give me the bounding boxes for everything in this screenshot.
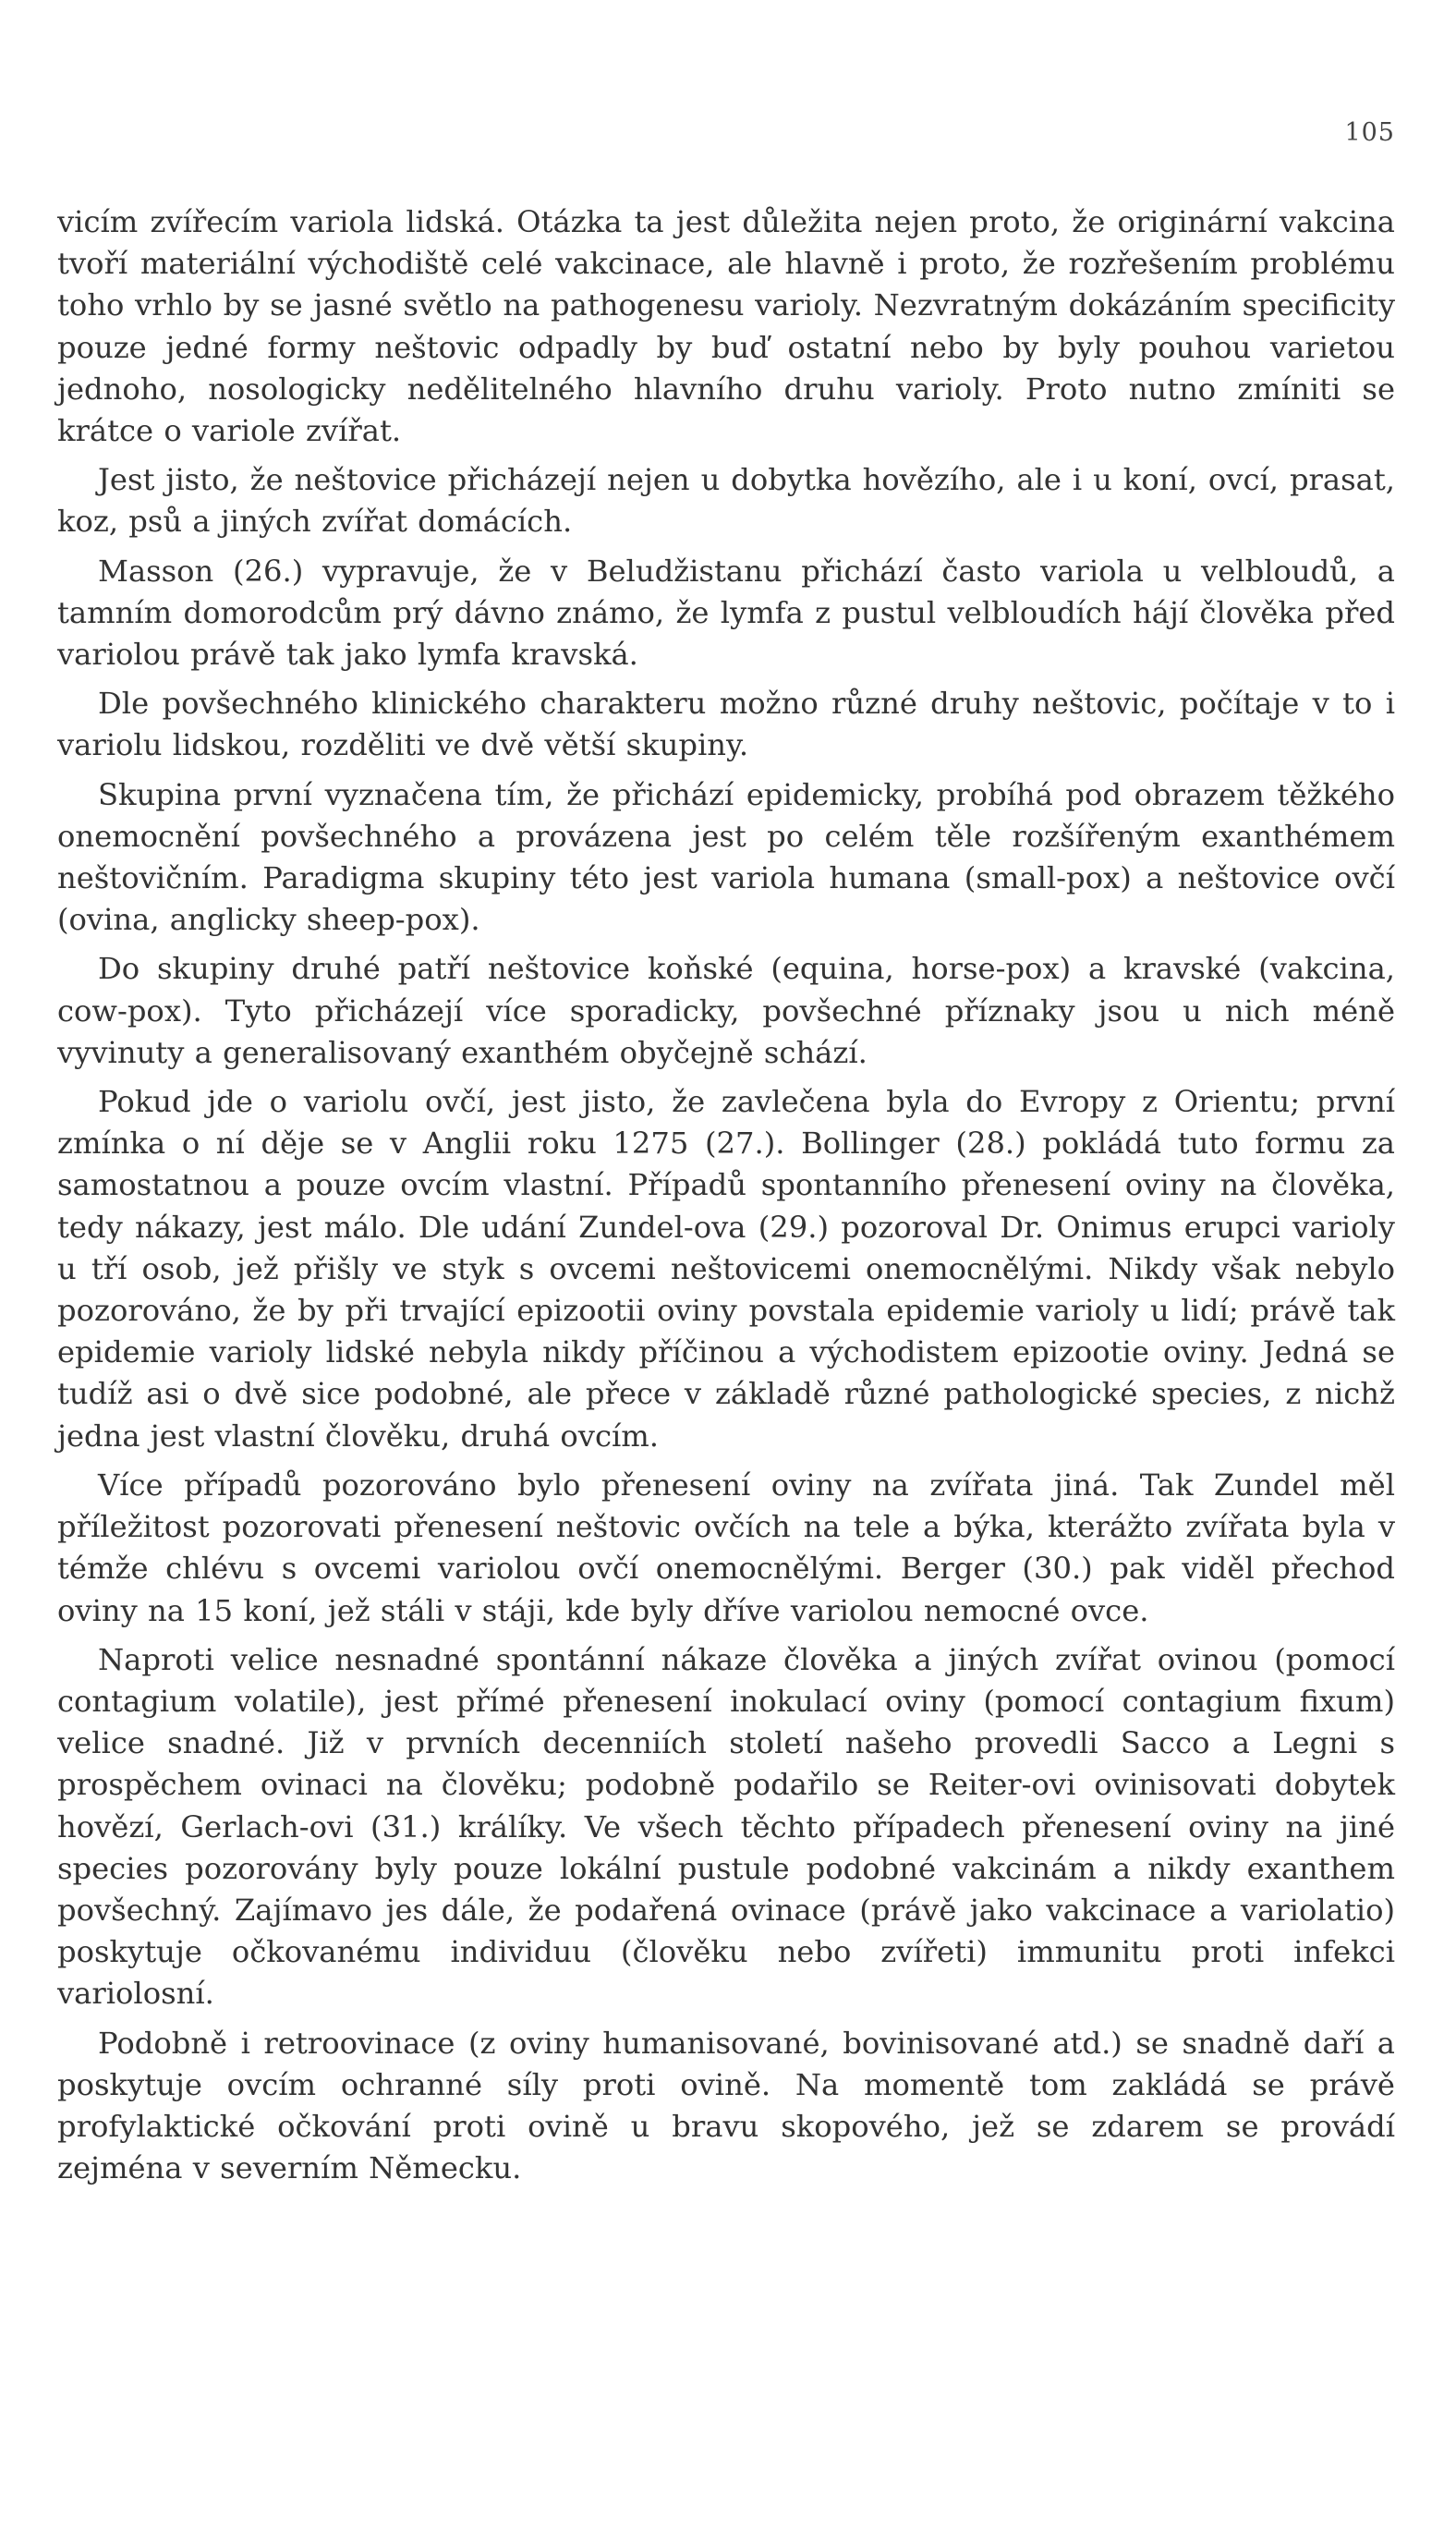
paragraph: Masson (26.) vypravuje, že v Beludžistanu přichází často variola u velbloudů, a tamním domorodcům prý dávno známo, že lymfa z pustul velbloudích hájí člověka před variolou právě tak jako lymfa kravská. bbox=[57, 553, 1395, 673]
paragraph: Dle povšechného klinického charakteru možno různé druhy neštovic, počítaje v to i variolu lidskou, rozděliti ve dvě větší skupiny. bbox=[57, 686, 1395, 763]
body-text bbox=[57, 201, 1395, 2197]
paragraph: Naproti velice nesnadné spontánní nákaze člověka a jiných zvířat ovinou (pomocí contagium volatile), jest přímé přenesení inokulací oviny (pomocí contagium fixum) velice snadné. Již v prvních decenniích století našeho provedli Sacco a Legni s prospěchem ovinaci na člověku; podobně podařilo se Reiter-ovi ovinisovati dobytek hovězí, Gerlach-ovi (31.) králíky. Ve všech těchto případech přenesení oviny na jiné species pozorovány byly pouze lokální pustule podobné vakcinám a nikdy exanthem povšechný. Zajímavo jes dále, že podařená ovinace (právě jako vakcinace a variolatio) poskytuje očkovanému individuu (člověku nebo zvířeti) immunitu proti infekci variolosní. bbox=[57, 1641, 1395, 2012]
paragraph: Pokud jde o variolu ovčí, jest jisto, že zavlečena byla do Evropy z Orientu; první zmínka o ní děje se v Anglii roku 1275 (27.). Bollinger (28.) pokládá tuto formu za samostatnou a pouze ovcím vlastní. Případů spontanního přenesení oviny na člověka, tedy nákazy, jest málo. Dle udání Zundel-ova (29.) pozoroval Dr. Onimus erupci varioly u tří osob, jež přišly ve styk s ovcemi neštovicemi onemocnělými. Nikdy však nebylo pozorováno, že by při trvající epizootii oviny povstala epidemie varioly u lidí; právě tak epidemie varioly lidské nebyla nikdy příčinou a východistem epizootie oviny. Jedná se tudíž asi o dvě sice podobné, ale přece v základě různé pathologické species, z nichž jedna jest vlastní člověku, druhá ovcím. bbox=[57, 1084, 1395, 1454]
paragraph: Podobně i retroovinace (z oviny humanisované, bovinisované atd.) se snadně daří a poskytuje ovcím ochranné síly proti ovině. Na momentě tom zakládá se právě profylaktické očkování proti ovině u bravu skopového, jež se zdarem se provádí zejména v severním Německu. bbox=[57, 2025, 1395, 2186]
paragraph: vicím zvířecím variola lidská. Otázka ta jest důležita nejen proto, že originární vakcina tvoří materiální východiště celé vakcinace, ale hlavně i proto, že rozřešením problému toho vrhlo by se jasné světlo na pathogenesu varioly. Nezvratným dokázáním specificity pouze jedné formy neštovic odpadly by buď ostatní nebo by byly pouhou varietou jednoho, nosologicky nedělitelného hlavního druhu varioly. Proto nutno zmíniti se krátce o variole zvířat. bbox=[57, 204, 1395, 449]
paragraph: Do skupiny druhé patří neštovice koňské (equina, horse-pox) a kravské (vakcina, cow-pox). Tyto přicházejí více sporadicky, povšechné příznaky jsou u nich méně vyvinuty a generalisovaný exanthém obyčejně schází. bbox=[57, 951, 1395, 1070]
paragraph: Jest jisto, že neštovice přicházejí nejen u dobytka hovězího, ale i u koní, ovcí, prasat, koz, psů a jiných zvířat domácích. bbox=[57, 462, 1395, 540]
paragraph: Skupina první vyznačena tím, že přichází epidemicky, probíhá pod obrazem těžkého onemocnění povšechného a provázena jest po celém těle rozšířeným exanthémem neštovičním. Paradigma skupiny této jest variola humana (small-pox) a neštovice ovčí (ovina, anglicky sheep-pox). bbox=[57, 776, 1395, 938]
page-number: 105 bbox=[1344, 118, 1395, 147]
paragraph: Více případů pozorováno bylo přenesení oviny na zvířata jiná. Tak Zundel měl příležitost pozorovati přenesení neštovic ovčích na tele a býka, kterážto zvířata byla v témže chlévu s ovcemi variolou ovčí onemocnělými. Berger (30.) pak viděl přechod oviny na 15 koní, jež stáli v stáji, kde byly dříve variolou nemocné ovce. bbox=[57, 1467, 1395, 1628]
